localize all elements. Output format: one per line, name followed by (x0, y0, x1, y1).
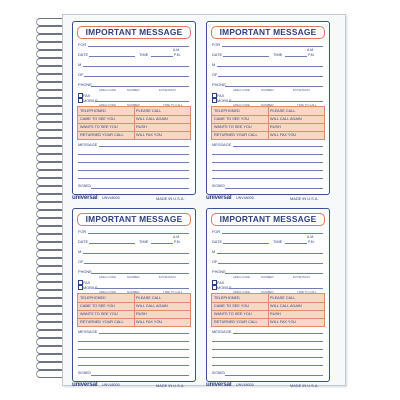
date-line (223, 243, 269, 244)
extension-caption: EXTENSION (293, 87, 310, 92)
signed-label: SIGNED (78, 371, 91, 375)
area-code-caption: AREA CODE (233, 289, 250, 294)
message-line (78, 357, 189, 358)
grid-cell-will-fax-you[interactable]: WILL FAX YOU (270, 132, 297, 137)
number-caption: NUMBER (261, 289, 274, 294)
date-label: DATE (212, 239, 223, 244)
message-line (78, 154, 189, 155)
grid-cell-returned-your-call[interactable]: RETURNED YOUR CALL (214, 132, 258, 137)
made-in-label: MADE IN U.S.A. (156, 383, 185, 388)
signed-line (225, 188, 323, 189)
signed-line (91, 375, 189, 376)
time-to-call-caption: TIME TO CALL (297, 289, 317, 294)
date-label: DATE (78, 52, 89, 57)
time-line (151, 56, 173, 57)
made-in-label: MADE IN U.S.A. (290, 383, 319, 388)
message-line (212, 349, 323, 350)
status-grid (211, 106, 325, 140)
grid-cell-came-to-see-you[interactable]: CAME TO SEE YOU (214, 303, 250, 308)
area-code-caption: AREA CODE (99, 289, 116, 294)
message-line (212, 357, 323, 358)
area-code-caption: AREA CODE (233, 87, 250, 92)
grid-cell-rush[interactable]: RUSH (270, 124, 281, 129)
m-line (83, 66, 189, 67)
for-line (222, 233, 323, 234)
pm-label: P.M. (174, 53, 181, 57)
for-label: FOR (78, 42, 87, 47)
for-line (88, 46, 189, 47)
time-line (151, 243, 173, 244)
mobile-label: MOBILE (83, 97, 98, 103)
time-label: TIME (273, 239, 283, 244)
message-label: MESSAGE (78, 329, 98, 334)
extension-caption: EXTENSION (293, 274, 310, 279)
message-line (78, 170, 189, 171)
date-line (89, 56, 135, 57)
message-line (99, 333, 189, 334)
fax-label: FAX (217, 92, 225, 98)
am-label: A.M. (307, 235, 314, 239)
signed-label: SIGNED (212, 184, 225, 188)
grid-cell-wants-to-see-you[interactable]: WANTS TO SEE YOU (214, 124, 252, 129)
grid-cell-will-call-again[interactable]: WILL CALL AGAIN (270, 116, 302, 121)
time-label: TIME (139, 239, 149, 244)
message-line (78, 162, 189, 163)
area-code-caption: AREA CODE (99, 274, 116, 279)
for-label: FOR (212, 229, 221, 234)
am-label: A.M. (173, 48, 180, 52)
message-slip (72, 21, 196, 195)
m-label: M (212, 62, 216, 67)
date-label: DATE (78, 239, 89, 244)
status-grid (211, 293, 325, 327)
of-line (84, 76, 189, 77)
of-label: OF (78, 72, 84, 77)
brand-logo: universal (206, 194, 232, 201)
message-line (212, 162, 323, 163)
m-label: M (212, 249, 216, 254)
number-caption: NUMBER (261, 87, 274, 92)
slip-title: IMPORTANT MESSAGE (211, 213, 325, 226)
time-to-call-caption: TIME TO CALL (163, 289, 183, 294)
time-line (285, 56, 307, 57)
grid-cell-will-call-again[interactable]: WILL CALL AGAIN (270, 303, 302, 308)
grid-cell-will-fax-you[interactable]: WILL FAX YOU (136, 319, 163, 324)
status-grid (77, 106, 191, 140)
sku-number: UNV48005 (102, 383, 120, 387)
grid-cell-rush[interactable]: RUSH (136, 311, 147, 316)
grid-cell-please-call[interactable]: PLEASE CALL (136, 295, 162, 300)
fax-label: FAX (83, 92, 91, 98)
fax-label: FAX (217, 279, 225, 285)
grid-cell-rush[interactable]: RUSH (136, 124, 147, 129)
grid-cell-telephoned[interactable]: TELEPHONED (214, 295, 240, 300)
area-code-caption: AREA CODE (99, 102, 116, 107)
of-label: OF (212, 72, 218, 77)
message-line (212, 170, 323, 171)
grid-cell-will-call-again[interactable]: WILL CALL AGAIN (136, 116, 168, 121)
time-to-call-caption: TIME TO CALL (163, 102, 183, 107)
signed-line (225, 375, 323, 376)
for-line (222, 46, 323, 47)
mobile-label: MOBILE (217, 97, 232, 103)
slip-title: IMPORTANT MESSAGE (77, 26, 191, 39)
status-grid (77, 293, 191, 327)
phone-label: PHONE (78, 82, 92, 87)
m-line (83, 253, 189, 254)
am-label: A.M. (173, 235, 180, 239)
number-caption: NUMBER (261, 274, 274, 279)
grid-cell-wants-to-see-you[interactable]: WANTS TO SEE YOU (80, 124, 118, 129)
message-label: MESSAGE (212, 142, 232, 147)
grid-cell-will-fax-you[interactable]: WILL FAX YOU (270, 319, 297, 324)
number-caption: NUMBER (261, 102, 274, 107)
message-book (62, 14, 346, 386)
for-line (88, 233, 189, 234)
grid-cell-telephoned[interactable]: TELEPHONED (214, 108, 240, 113)
grid-cell-please-call[interactable]: PLEASE CALL (270, 295, 296, 300)
message-slip (206, 21, 330, 195)
brand-logo: universal (206, 381, 232, 388)
number-caption: NUMBER (127, 87, 140, 92)
time-label: TIME (273, 52, 283, 57)
sku-number: UNV48005 (236, 196, 254, 200)
signed-label: SIGNED (78, 184, 91, 188)
grid-cell-please-call[interactable]: PLEASE CALL (136, 108, 162, 113)
m-label: M (78, 249, 82, 254)
slip-title: IMPORTANT MESSAGE (77, 213, 191, 226)
signed-label: SIGNED (212, 371, 225, 375)
time-line (285, 243, 307, 244)
m-line (217, 66, 323, 67)
message-line (212, 365, 323, 366)
of-label: OF (78, 259, 84, 264)
time-label: TIME (139, 52, 149, 57)
made-in-label: MADE IN U.S.A. (290, 196, 319, 201)
grid-cell-please-call[interactable]: PLEASE CALL (270, 108, 296, 113)
message-line (78, 349, 189, 350)
pm-label: P.M. (174, 240, 181, 244)
date-line (89, 243, 135, 244)
date-line (223, 56, 269, 57)
area-code-caption: AREA CODE (99, 87, 116, 92)
message-line (212, 154, 323, 155)
mobile-label: MOBILE (83, 284, 98, 290)
extension-caption: EXTENSION (159, 274, 176, 279)
grid-cell-wants-to-see-you[interactable]: WANTS TO SEE YOU (214, 311, 252, 316)
brand-logo: universal (72, 381, 98, 388)
number-caption: NUMBER (127, 274, 140, 279)
pm-label: P.M. (308, 53, 315, 57)
for-label: FOR (78, 229, 87, 234)
signed-line (91, 188, 189, 189)
message-line (99, 146, 189, 147)
extension-caption: EXTENSION (159, 87, 176, 92)
of-label: OF (212, 259, 218, 264)
grid-cell-returned-your-call[interactable]: RETURNED YOUR CALL (80, 319, 124, 324)
fax-label: FAX (83, 279, 91, 285)
of-line (84, 263, 189, 264)
m-label: M (78, 62, 82, 67)
grid-cell-returned-your-call[interactable]: RETURNED YOUR CALL (214, 319, 258, 324)
made-in-label: MADE IN U.S.A. (156, 196, 185, 201)
number-caption: NUMBER (127, 289, 140, 294)
of-line (218, 76, 323, 77)
phone-label: PHONE (212, 82, 226, 87)
mobile-label: MOBILE (217, 284, 232, 290)
message-line (212, 178, 323, 179)
area-code-caption: AREA CODE (233, 102, 250, 107)
grid-cell-telephoned[interactable]: TELEPHONED (80, 295, 106, 300)
date-label: DATE (212, 52, 223, 57)
slip-title: IMPORTANT MESSAGE (211, 26, 325, 39)
for-label: FOR (212, 42, 221, 47)
message-line (233, 333, 323, 334)
pm-label: P.M. (308, 240, 315, 244)
sku-number: UNV48005 (102, 196, 120, 200)
am-label: A.M. (307, 48, 314, 52)
of-line (218, 263, 323, 264)
number-caption: NUMBER (127, 102, 140, 107)
grid-cell-will-call-again[interactable]: WILL CALL AGAIN (136, 303, 168, 308)
grid-cell-will-fax-you[interactable]: WILL FAX YOU (136, 132, 163, 137)
grid-cell-telephoned[interactable]: TELEPHONED (80, 108, 106, 113)
brand-logo: universal (72, 194, 98, 201)
grid-cell-came-to-see-you[interactable]: CAME TO SEE YOU (80, 303, 116, 308)
grid-cell-came-to-see-you[interactable]: CAME TO SEE YOU (80, 116, 116, 121)
sku-number: UNV48005 (236, 383, 254, 387)
phone-label: PHONE (212, 269, 226, 274)
message-line (212, 341, 323, 342)
message-line (78, 341, 189, 342)
message-line (78, 365, 189, 366)
grid-cell-came-to-see-you[interactable]: CAME TO SEE YOU (214, 116, 250, 121)
phone-label: PHONE (78, 269, 92, 274)
grid-cell-returned-your-call[interactable]: RETURNED YOUR CALL (80, 132, 124, 137)
m-line (217, 253, 323, 254)
grid-cell-rush[interactable]: RUSH (270, 311, 281, 316)
message-label: MESSAGE (78, 142, 98, 147)
time-to-call-caption: TIME TO CALL (297, 102, 317, 107)
message-slip (72, 208, 196, 382)
message-slip (206, 208, 330, 382)
message-line (78, 178, 189, 179)
message-line (233, 146, 323, 147)
area-code-caption: AREA CODE (233, 274, 250, 279)
message-label: MESSAGE (212, 329, 232, 334)
grid-cell-wants-to-see-you[interactable]: WANTS TO SEE YOU (80, 311, 118, 316)
